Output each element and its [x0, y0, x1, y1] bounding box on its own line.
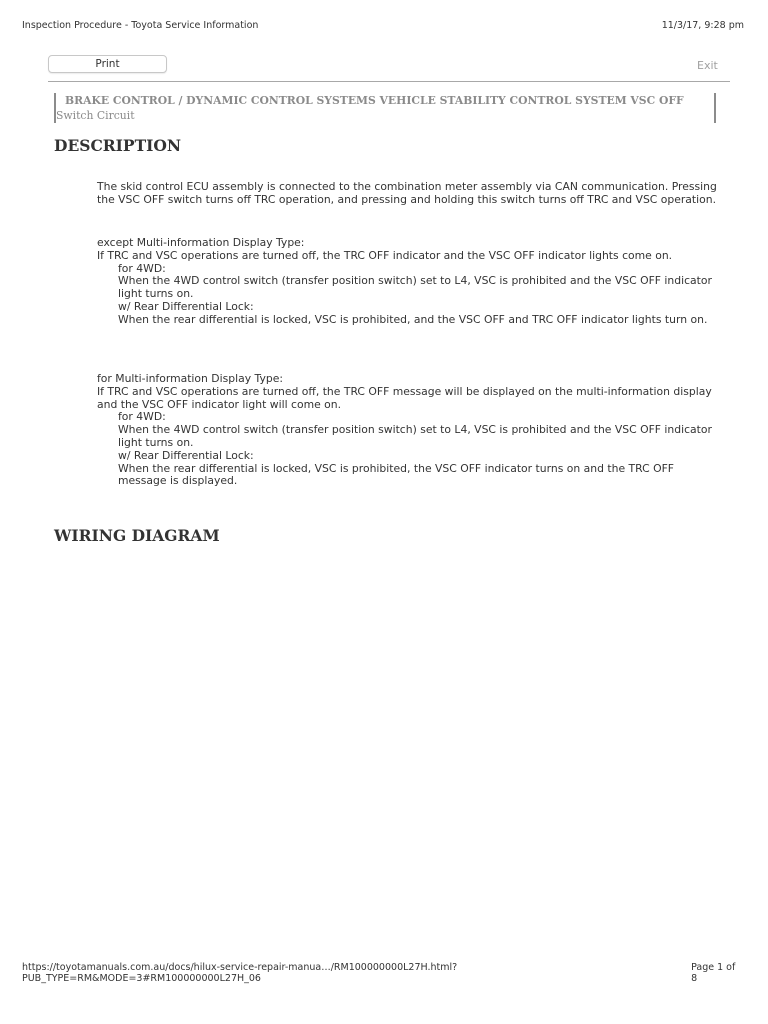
- print-footer-page-info: Page 1 of 8: [691, 962, 736, 984]
- for-mid-4wd-title: for 4WD:: [118, 410, 166, 424]
- for-mid-title: for Multi-information Display Type:: [97, 372, 283, 385]
- top-divider: [48, 81, 730, 82]
- except-mid-section: [97, 237, 721, 327]
- for-mid-4wd-text: When the 4WD control switch (transfer position switch) set to L4, VSC is prohibited and the VSC OFF indicator light turns on.: [118, 423, 712, 449]
- intro-text: The skid control ECU assembly is connected to the combination meter assembly via CAN communication. Pressing the VSC OFF switch turns off TRC operation, and pressing and holding this switch turns off TRC and VSC operation.: [97, 180, 717, 206]
- except-mid-4wd-title: for 4WD:: [118, 261, 166, 275]
- description-heading: DESCRIPTION: [54, 136, 182, 155]
- print-button[interactable]: Print: [48, 55, 167, 73]
- except-mid-4wd-text: When the 4WD control switch (transfer position switch) set to L4, VSC is prohibited and the VSC OFF indicator light turns on.: [118, 274, 712, 301]
- breadcrumb: [54, 93, 716, 123]
- print-header: [22, 20, 744, 31]
- print-header-title: Inspection Procedure - Toyota Service Information: [22, 20, 259, 31]
- description-intro: [97, 181, 721, 207]
- except-mid-rear-diff-text: When the rear differential is locked, VSC is prohibited, and the VSC OFF and TRC OFF indicator lights turn on.: [118, 312, 708, 326]
- exit-link[interactable]: Exit: [697, 59, 718, 72]
- for-mid-indent: [97, 411, 721, 488]
- print-footer-url: https://toyotamanuals.com.au/docs/hilux-service-repair-manua…/RM100000000L27H.html?PUB_TYPE=RM&MODE=3#RM100000000L27H_06: [22, 962, 458, 984]
- except-mid-indent: [97, 263, 721, 327]
- except-mid-text: If TRC and VSC operations are turned off, the TRC OFF indicator and the VSC OFF indicator lights come on.: [97, 248, 673, 262]
- print-footer: [22, 962, 744, 984]
- breadcrumb-page: Switch Circuit: [56, 109, 135, 122]
- wiring-diagram-heading: WIRING DIAGRAM: [54, 526, 220, 545]
- for-mid-text: If TRC and VSC operations are turned off, the TRC OFF message will be displayed on the multi-information display and the VSC OFF indicator light will come on.: [97, 384, 712, 411]
- for-mid-rear-diff-text: When the rear differential is locked, VSC is prohibited, the VSC OFF indicator turns on and the TRC OFF message is displayed.: [118, 461, 674, 488]
- except-mid-rear-diff-title: w/ Rear Differential Lock:: [118, 299, 254, 313]
- breadcrumb-path[interactable]: BRAKE CONTROL / DYNAMIC CONTROL SYSTEMS VEHICLE STABILITY CONTROL SYSTEM VSC OFF: [65, 94, 684, 107]
- for-mid-rear-diff-title: w/ Rear Differential Lock:: [118, 448, 254, 462]
- for-mid-section: [97, 373, 721, 488]
- print-header-datetime: 11/3/17, 9:28 pm: [661, 20, 744, 31]
- except-mid-title: except Multi-information Display Type:: [97, 236, 305, 249]
